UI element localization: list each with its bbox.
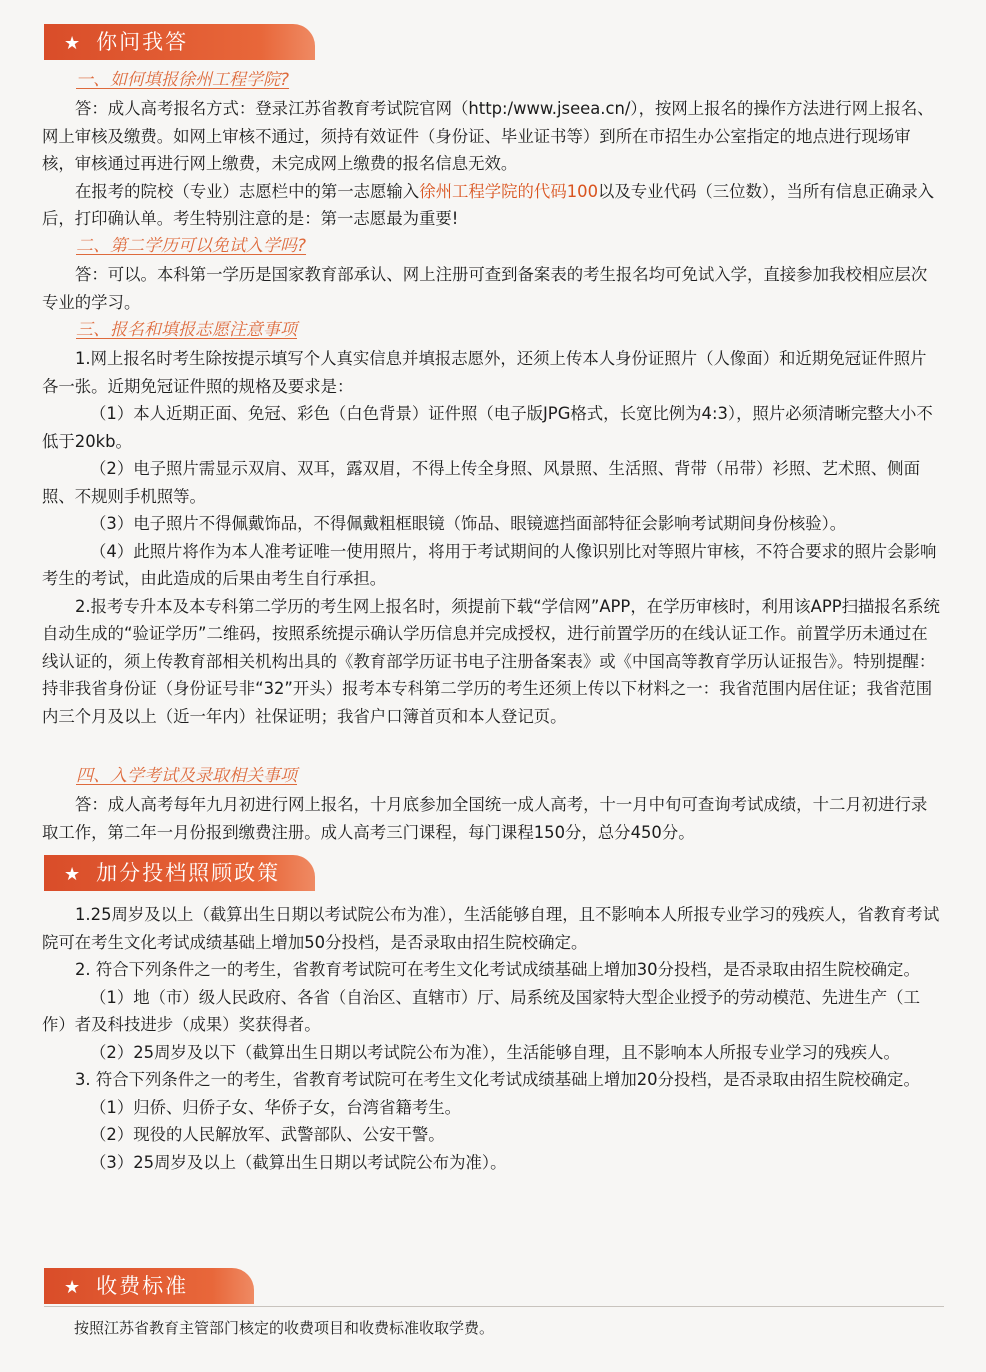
bonus-paragraph-3: （1）地（市）级人民政府、各省（自治区、直辖市）厅、局系统及国家特大型企业授予的劳动模范、先进生产（工作）者及科技进步（成果）奖获得者。 [42,987,920,1034]
banner-bonus [44,855,315,891]
bonus-paragraph-4: （2）25周岁及以下（截算出生日期以考试院公布为准），生活能够自理，且不影响本人所报专业学习的残疾人。 [90,1042,900,1062]
section-title-q2: 二、第二学历可以免试入学吗? [76,236,307,256]
q4-answer-paragraph: 答：成人高考每年九月初进行网上报名，十月底参加全国统一成人高考，十一月中旬可查询考试成绩，十二月初进行录取工作，第二年一月份报到缴费注册。成人高考三门课程，每门课程150分，总分450分。 [42,795,928,842]
q1-choice-paragraph [42,178,942,233]
bonus-paragraph-6: （1）归侨、归侨子女、华侨子女，台湾省籍考生。 [90,1097,462,1117]
q3-paragraph-4: （3）电子照片不得佩戴饰品，不得佩戴粗框眼镜（饰品、眼镜遮挡面部特征会影响考试期间身份核验）。 [90,514,847,533]
bonus-paragraph-7: （2）现役的人民解放军、武警部队、公安干警。 [90,1125,445,1144]
q3-paragraph-3: （2）电子照片需显示双肩、双耳，露双眉，不得上传全身照、风景照、生活照、背带（吊带）衫照、艺术照、侧面照、不规则手机照等。 [42,459,920,506]
q3-paragraph-2: （1）本人近期正面、免冠、彩色（白色背景）证件照（电子版JPG格式，长宽比例为4:3），照片必须清晰完整大小不低于20kb。 [42,404,933,451]
q1-choice-text-b: 以及专业代码（三位数），当所有信息正确录入后，打印确认单。考生特别注意的是：第一志愿最为重要! [42,181,935,228]
section-title-q4: 四、入学考试及录取相关事项 [76,766,297,786]
fee-divider [44,1306,944,1307]
banner-fee-label: 收费标准 [96,1274,189,1298]
section-title-q1: 一、如何填报徐州工程学院? [76,70,290,90]
q3-paragraph-6: 2.报考专升本及本专科第二学历的考生网上报名时，须提前下载“学信网”APP，在学历审核时，利用该APP扫描报名系统自动生成的“验证学历”二维码，按照系统提示确认学历信息并完成授权，进行前置学历的在线认证工作。前置学历未通过在线认证的，须上传教育部相关机构出具的《教育部学历证书电子注册备案表》或《中国高等教育学历认证报告》。特别提醒：持非我省身份证（身份证号非“32”开头）报考本专科第二学历的考生还须上传以下材料之一：我省范围内居住证；我省范围内三个月及以上（近一年内）社保证明；我省户口簿首页和本人登记页。 [42,596,940,726]
bonus-paragraph-8: （3）25周岁及以上（截算出生日期以考试院公布为准）。 [90,1152,507,1172]
bonus-paragraph-5: 3. 符合下列条件之一的考生，省教育考试院可在考生文化考试成绩基础上增加20分投档，是否录取由招生院校确定。 [75,1070,920,1089]
q3-paragraph-5: （4）此照片将作为本人准考证唯一使用照片，将用于考试期间的人像识别比对等照片审核，不符合要求的照片会影响考生的考试，由此造成的后果由考生自行承担。 [42,541,937,588]
banner-bonus-label: 加分投档照顾政策 [96,861,281,885]
section-q2-body [42,261,942,316]
section-q4-body [42,791,942,846]
fee-text: 按照江苏省教育主管部门核定的收费项目和收费标准收取学费。 [74,1319,495,1337]
star-icon: ★ [64,1277,83,1298]
banner-fee [44,1268,254,1304]
q1-choice-text-a: 在报考的院校（专业）志愿栏中的第一志愿输入 [75,181,420,201]
star-icon: ★ [64,864,83,885]
q3-paragraph-1: 1.网上报名时考生除按提示填写个人真实信息并填报志愿外，还须上传本人身份证照片（人像面）和近期免冠证件照片各一张。近期免冠证件照的规格及要求是： [42,349,927,396]
bonus-paragraph-2: 2. 符合下列条件之一的考生，省教育考试院可在考生文化考试成绩基础上增加30分投档，是否录取由招生院校确定。 [75,960,920,979]
section-q1-body [42,95,942,233]
q2-answer-paragraph: 答：可以。本科第一学历是国家教育部承认、网上注册可查到备案表的考生报名均可免试入学，直接参加我校相应层次专业的学习。 [42,265,928,312]
section-bonus-body [42,901,942,1176]
section-q3-body [42,345,942,730]
banner-qa [44,24,315,60]
q1-answer-paragraph: 答：成人高考报名方式：登录江苏省教育考试院官网（http:/www.jseea.cn/），按网上报名的操作方法进行网上报名、网上审核及缴费。如网上审核不通过，须持有效证件（身份证、毕业证书等）到所在市招生办公室指定的地点进行现场审核，审核通过再进行网上缴费，未完成网上缴费的报名信息无效。 [42,99,934,173]
bonus-paragraph-1: 1.25周岁及以上（截算出生日期以考试院公布为准），生活能够自理，且不影响本人所报专业学习的残疾人，省教育考试院可在考生文化考试成绩基础上增加50分投档，是否录取由招生院校确定。 [42,905,940,952]
school-code-highlight: 徐州工程学院的代码100 [419,181,599,201]
banner-qa-label: 你问我答 [96,30,189,54]
section-title-q3: 三、报名和填报志愿注意事项 [76,320,297,340]
star-icon: ★ [64,33,83,54]
